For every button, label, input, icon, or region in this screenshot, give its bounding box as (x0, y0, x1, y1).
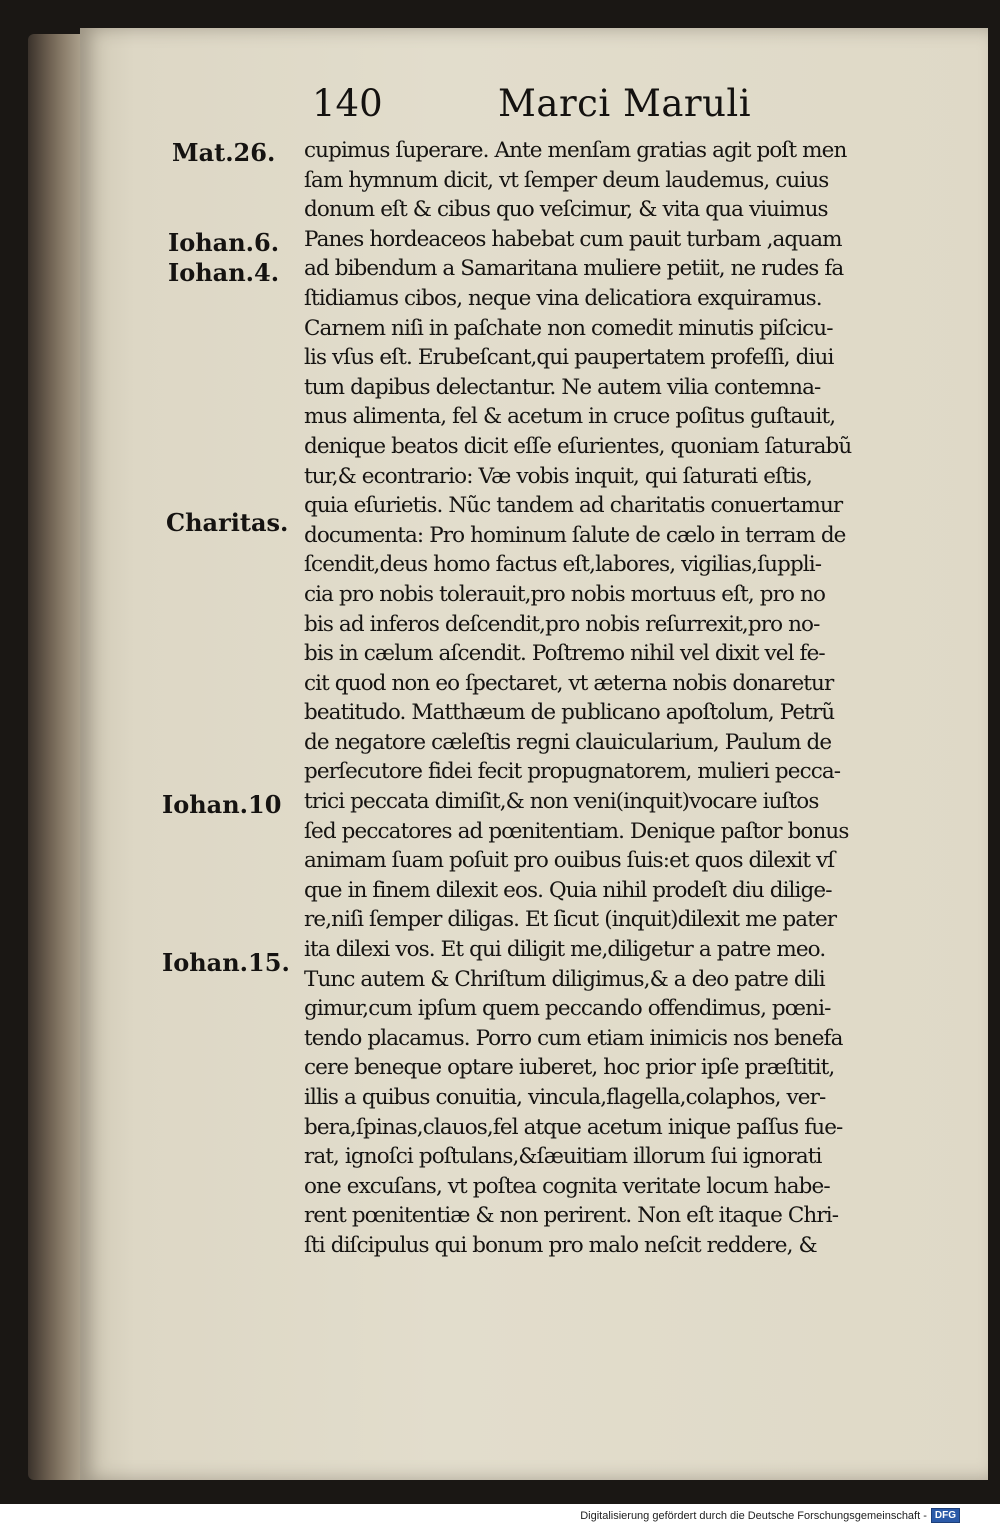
body-text (304, 136, 954, 1261)
text-line: illis a quibus conuitia, vincula,flagella,colaphos, ver- (304, 1085, 826, 1110)
text-line: tum dapibus delectantur. Ne autem vilia contemna- (304, 374, 821, 400)
text-line: rat, ignoſci poſtulans,&ſæuitiam illorum ſui ignorati (304, 1144, 822, 1170)
text-line: Tunc autem & Chriſtum diligimus,& a deo patre dili (304, 966, 825, 992)
text-line: one excuſans, vt poſtea cognita veritate locum habe- (304, 1173, 830, 1199)
digitization-credit (580, 1508, 960, 1523)
text-line: Carnem niſi in paſchate non comedit minutis piſcicu- (304, 315, 833, 341)
text-line: ita dilexi vos. Et qui diligit me,diligetur a patre meo. (304, 937, 826, 963)
marginal-note-johan-4: Iohan.4. (168, 258, 280, 287)
page-number: 140 (312, 82, 383, 125)
text-line: documenta: Pro hominum ſalute de cælo in terram de (304, 522, 846, 548)
text-line: quia eſurietis. Nũc tandem ad charitatis conuertamur (304, 493, 843, 519)
text-line: cia pro nobis tolerauit,pro nobis mortuus eſt, pro no (304, 581, 825, 607)
text-line: cupimus ſuperare. Ante menſam gratias agit poſt men (304, 138, 847, 163)
text-line: tendo placamus. Porro cum etiam inimicis nos benefa (304, 1025, 843, 1051)
text-line: de negatore cæleſtis regni clauicularium, Paulum de (304, 729, 832, 755)
text-line: tur,& econtrario: Væ vobis inquit, qui ſaturati eſtis, (304, 463, 812, 489)
text-line: animam ſuam poſuit pro ouibus ſuis:et quos dilexit vſ (304, 848, 835, 874)
marginal-note-johan-10: Iohan.10 (162, 790, 282, 819)
credit-text: Digitalisierung gefördert durch die Deutsche Forschungsgemeinschaft - (580, 1509, 927, 1522)
text-line: ſed peccatores ad pœnitentiam. Denique paſtor bonus (304, 818, 849, 844)
text-line: re,niſi ſemper diligas. Et ſicut (inquit)dilexit me pater (304, 907, 837, 933)
text-line: bis in cælum aſcendit. Poſtremo nihil vel dixit vel fe- (304, 641, 825, 667)
text-line: ſtidiamus cibos, neque vina delicatiora exquiramus. (304, 285, 822, 311)
text-line: mus alimenta, fel & acetum in cruce poſitus guſtauit, (304, 404, 836, 430)
text-line: ſcendit,deus homo factus eſt,labores, vigilias,ſuppli- (304, 552, 822, 578)
text-line: lis vſus eſt. Erubeſcant,qui paupertatem profeſſi, diui (304, 345, 834, 371)
text-line: bis ad inferos deſcendit,pro nobis reſurrexit,pro no- (304, 611, 820, 637)
page-header (312, 80, 782, 128)
text-line: perſecutore fidei fecit propugnatorem, mulieri peccа- (304, 759, 841, 785)
text-line: ſam hymnum dicit, vt ſemper deum laudemus, cuius (304, 167, 829, 193)
dfg-logo: DFG (931, 1508, 960, 1523)
marginal-note-johan-15: Iohan.15. (162, 948, 290, 977)
marginal-note-charitas: Charitas. (166, 508, 289, 537)
text-line: Panes hordeaceos habebat cum pauit turbam ,aquam (304, 226, 842, 252)
running-title: Marci Maruli (498, 82, 752, 125)
marginal-note-mat: Mat.26. (172, 138, 276, 167)
text-line: donum eſt & cibus quo veſcimur, & vita qua viuimus (304, 197, 828, 223)
text-line: beatitudo. Matthæum de publicano apoſtolum, Petrũ (304, 700, 835, 726)
text-line: cere beneque optare iuberet, hoc prior ipſe præſtitit, (304, 1055, 835, 1081)
text-line: ſti diſcipulus qui bonum pro malo neſcit reddere, & (304, 1232, 817, 1258)
text-line: trici peccata dimiſit,& non veni(inquit)vocare iuſtos (304, 789, 819, 815)
text-line: que in finem dilexit eos. Quia nihil prodeſt diu dilige- (304, 877, 832, 903)
text-line: ad bibendum a Samaritana muliere petiit, ne rudes fa (304, 256, 844, 282)
text-line: gimur,cum ipſum quem peccando offendimus, pœni- (304, 996, 831, 1022)
marginal-note-johan-6: Iohan.6. (168, 228, 280, 257)
text-line: denique beatos dicit eſſe eſurientes, quoniam ſaturabũ (304, 433, 852, 459)
text-line: bera,ſpinas,clauos,fel atque acetum inique paſſus fue- (304, 1114, 843, 1140)
text-line: rent pœnitentiæ & non perirent. Non eſt itaque Chri- (304, 1203, 839, 1229)
text-line: cit quod non eo ſpectaret, vt æterna nobis donaretur (304, 670, 834, 696)
book-page-edges (28, 34, 86, 1480)
